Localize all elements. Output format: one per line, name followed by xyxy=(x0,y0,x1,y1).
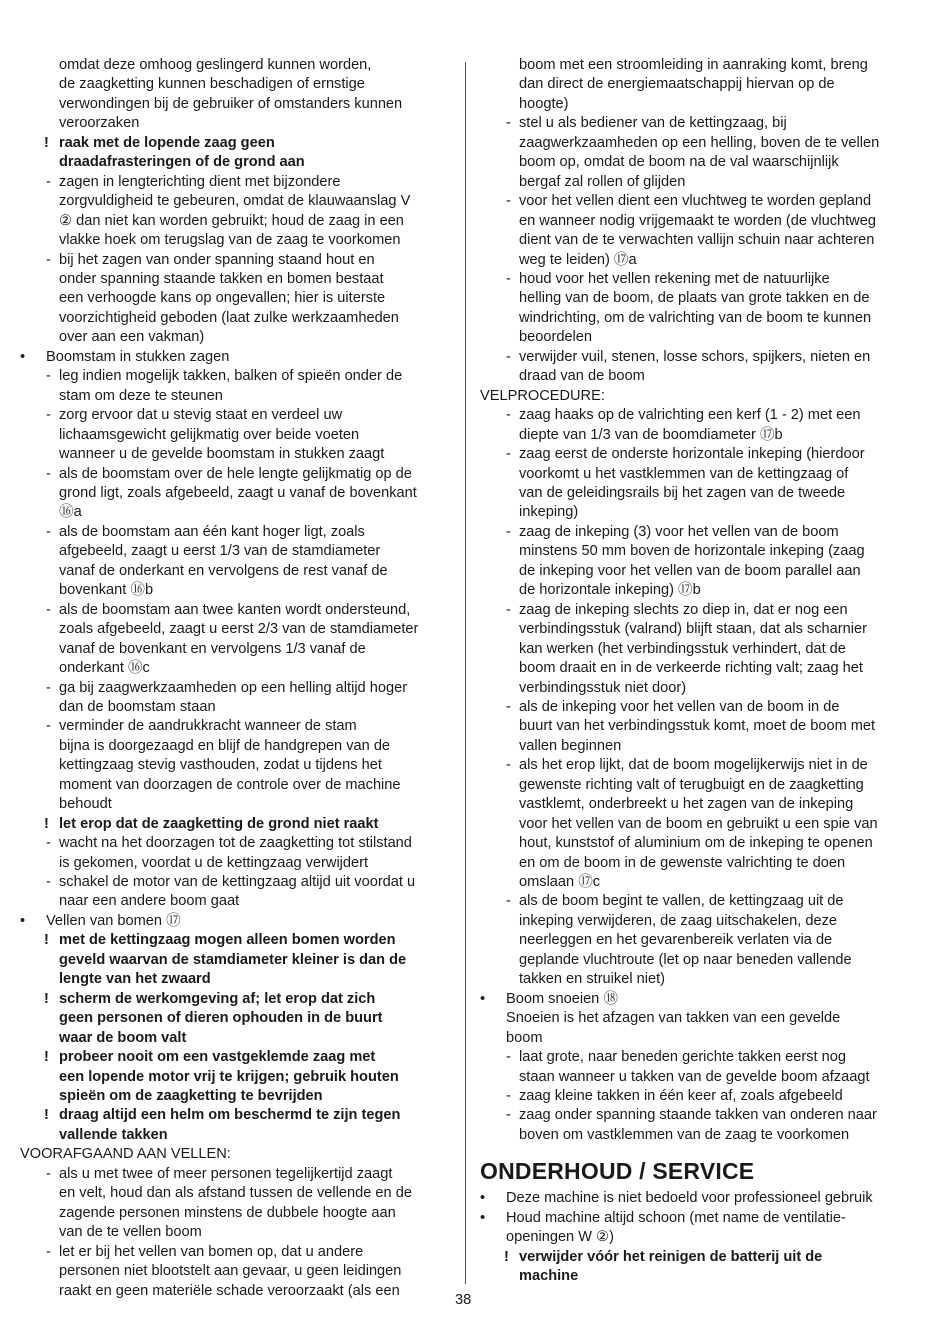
line-text: vallen beginnen xyxy=(519,737,622,754)
continuation-line xyxy=(480,873,912,892)
continuation-line xyxy=(20,192,452,211)
continuation-line xyxy=(480,679,912,698)
dash-item xyxy=(480,270,912,289)
continuation-line xyxy=(480,640,912,659)
warning-marker: ! xyxy=(44,932,49,949)
continuation-line xyxy=(480,484,912,503)
line-text: kettingzaag stevig vasthouden, zodat u tijdens het xyxy=(59,757,382,774)
continuation-line xyxy=(20,56,452,75)
continuation-line xyxy=(20,737,452,756)
continuation-line xyxy=(480,970,912,989)
line-text: zaag de inkeping slechts zo diep in, dat er nog een xyxy=(519,601,848,618)
dash-item xyxy=(20,834,452,853)
continuation-line xyxy=(20,270,452,289)
dash-marker: - xyxy=(46,835,51,852)
column-divider xyxy=(465,62,466,1284)
dash-item xyxy=(480,523,912,542)
line-text: een verhoogde kans op ongevallen; hier is uiterste xyxy=(59,290,386,307)
line-text: vallende takken xyxy=(59,1126,168,1143)
line-text: verwondingen bij de gebruiker of omstanders kunnen xyxy=(59,95,403,112)
continuation-line xyxy=(20,328,452,347)
continuation-line xyxy=(480,426,912,445)
line-text: diepte van 1/3 van de boomdiameter ⑰b xyxy=(519,426,783,443)
line-text: wanneer u de gevelde boomstam in stukken zaagt xyxy=(59,446,385,463)
dash-marker: - xyxy=(506,1107,511,1124)
bullet-item xyxy=(480,1189,912,1208)
line-text: van de te vellen boom xyxy=(59,1224,202,1241)
line-text: stel u als bediener van de kettingzaag, bij xyxy=(519,115,787,132)
dash-item xyxy=(20,251,452,270)
line-text: Boom snoeien ⑱ xyxy=(506,990,618,1007)
warning-item xyxy=(20,1048,452,1067)
line-text: Vellen van bomen ⑰ xyxy=(46,912,181,929)
line-text: zaag de inkeping (3) voor het vellen van de boom xyxy=(519,523,839,540)
line-text: afgebeeld, zaagt u eerst 1/3 van de stamdiameter xyxy=(59,543,381,560)
dash-item xyxy=(20,717,452,736)
line-text: verwijder vuil, stenen, losse schors, spijkers, nieten en xyxy=(519,348,871,365)
line-text: let erop dat de zaagketting de grond niet raakt xyxy=(59,815,379,832)
line-text: als de inkeping voor het vellen van de boom in de xyxy=(519,698,840,715)
line-text: zaag haaks op de valrichting een kerf (1 - 2) met een xyxy=(519,407,861,424)
continuation-line xyxy=(20,484,452,503)
line-text: laat grote, naar beneden gerichte takken eerst nog xyxy=(519,1049,846,1066)
continuation-line xyxy=(20,114,452,133)
warning-marker: ! xyxy=(44,134,49,151)
line-text: een lopende motor vrij te krijgen; gebruik houten xyxy=(59,1068,399,1085)
line-text: verbindingsstuk niet door) xyxy=(519,679,687,696)
continuation-line xyxy=(480,659,912,678)
dash-marker: - xyxy=(506,270,511,287)
line-text: VELPROCEDURE: xyxy=(480,387,605,404)
continuation-line xyxy=(20,1262,452,1281)
continuation-line xyxy=(20,1282,452,1301)
warning-item xyxy=(20,990,452,1009)
bullet-marker: • xyxy=(480,990,486,1007)
warning-item xyxy=(20,134,452,153)
line-text: voorkomt u het vastklemmen van de kettingzaag of xyxy=(519,465,849,482)
line-text: als de boomstam aan twee kanten wordt ondersteund, xyxy=(59,601,411,618)
line-text: zorg ervoor dat u stevig staat en verdeel uw xyxy=(59,407,343,424)
warning-continuation xyxy=(20,1087,452,1106)
dash-marker: - xyxy=(506,698,511,715)
continuation-line xyxy=(20,387,452,406)
warning-item xyxy=(20,815,452,834)
dash-marker: - xyxy=(46,251,51,268)
bullet-marker: • xyxy=(480,1209,486,1226)
line-text: Snoeien is het afzagen van takken van een gevelde xyxy=(506,1010,841,1027)
line-text: voorzichtigheid geboden (laat zulke werkzaamheden xyxy=(59,309,399,326)
bullet-marker: • xyxy=(20,912,26,929)
line-text: bergaf zal rollen of glijden xyxy=(519,173,686,190)
dash-item xyxy=(20,1165,452,1184)
line-text: wacht na het doorzagen tot de zaagketting tot stilstand xyxy=(59,835,412,852)
continuation-line xyxy=(480,854,912,873)
continuation-line xyxy=(480,75,912,94)
left-column xyxy=(20,56,452,1301)
continuation-line xyxy=(480,212,912,231)
bullet-marker: • xyxy=(20,348,26,365)
continuation-line xyxy=(480,834,912,853)
line-text: beoordelen xyxy=(519,329,593,346)
line-text: minstens 50 mm boven de horizontale inkeping (zaag xyxy=(519,543,865,560)
line-text: buurt van het verbindingsstuk komt, moet de boom met xyxy=(519,718,876,735)
continuation-line xyxy=(20,445,452,464)
line-text: en velt, houd dan als afstand tussen de vellende en de xyxy=(59,1185,412,1202)
bullet-item xyxy=(20,912,452,931)
dash-item xyxy=(20,406,452,425)
dash-item xyxy=(480,406,912,425)
continuation-line xyxy=(480,95,912,114)
line-text: verbindingsstuk (valrand) blijft staan, dat als scharnier xyxy=(519,621,867,638)
continuation-line xyxy=(20,231,452,250)
line-text: leg indien mogelijk takken, balken of spieën onder de xyxy=(59,368,403,385)
dash-item xyxy=(480,192,912,211)
line-text: bijna is doorgezaagd en blijf de handgrepen van de xyxy=(59,737,391,754)
dash-item xyxy=(20,873,452,892)
line-text: ga bij zaagwerkzaamheden op een helling altijd hoger xyxy=(59,679,408,696)
line-text: zaag onder spanning staande takken van onderen naar xyxy=(519,1107,877,1124)
dash-item xyxy=(480,1048,912,1067)
line-text: probeer nooit om een vastgeklemde zaag met xyxy=(59,1049,376,1066)
subheading xyxy=(20,1145,452,1164)
warning-item xyxy=(20,1106,452,1125)
dash-marker: - xyxy=(46,465,51,482)
line-text: als de boom begint te vallen, de kettingzaag uit de xyxy=(519,893,844,910)
right-column-text xyxy=(480,56,912,1145)
line-text: windrichting, om de valrichting van de boom te kunnen xyxy=(519,309,872,326)
line-text: weg te leiden) ⑰a xyxy=(519,251,637,268)
line-text: scherm de werkomgeving af; let erop dat zich xyxy=(59,990,376,1007)
continuation-line xyxy=(480,173,912,192)
line-text: grond ligt, zoals afgebeeld, zaagt u vanaf de bovenkant xyxy=(59,484,417,501)
line-text: verwijder vóór het reinigen de batterij uit de xyxy=(519,1248,823,1265)
line-text: Boomstam in stukken zagen xyxy=(46,348,230,365)
line-text: houd voor het vellen rekening met de natuurlijke xyxy=(519,270,830,287)
line-text: de zaagketting kunnen beschadigen of ernstige xyxy=(59,76,365,93)
continuation-line xyxy=(20,795,452,814)
warning-continuation xyxy=(20,1009,452,1028)
line-text: dient van de te verwachten vallijn schuin naar achteren xyxy=(519,232,875,249)
paragraph-line xyxy=(480,1228,912,1247)
dash-item xyxy=(20,679,452,698)
line-text: als het erop lijkt, dat de boom mogelijkerwijs niet in de xyxy=(519,757,868,774)
dash-marker: - xyxy=(506,1088,511,1105)
continuation-line xyxy=(20,95,452,114)
continuation-line xyxy=(480,1126,912,1145)
line-text: onderkant ⑯c xyxy=(59,660,150,677)
line-text: draag altijd een helm om beschermd te zijn tegen xyxy=(59,1107,401,1124)
dash-item xyxy=(480,756,912,775)
line-text: geveld waarvan de stamdiameter kleiner is dan de xyxy=(59,951,407,968)
warning-marker: ! xyxy=(44,990,49,1007)
continuation-line xyxy=(20,776,452,795)
warning-continuation xyxy=(20,153,452,172)
paragraph-line xyxy=(480,1009,912,1028)
warning-continuation xyxy=(20,1029,452,1048)
dash-item xyxy=(20,523,452,542)
continuation-line xyxy=(480,815,912,834)
dash-marker: - xyxy=(46,173,51,190)
line-text: vlakke hoek om terugslag van de zaag te voorkomen xyxy=(59,232,401,249)
subheading xyxy=(480,387,912,406)
continuation-line xyxy=(480,309,912,328)
warning-item xyxy=(20,931,452,950)
continuation-line xyxy=(20,212,452,231)
line-text: boven om vastklemmen van de zaag te voorkomen xyxy=(519,1126,850,1143)
continuation-line xyxy=(480,795,912,814)
line-text: vastklemt, onderbreekt u het zagen van de inkeping xyxy=(519,796,854,813)
continuation-line xyxy=(20,309,452,328)
line-text: vanaf de onderkant en vervolgens de rest vanaf de xyxy=(59,562,388,579)
line-text: hoogte) xyxy=(519,95,569,112)
line-text: raakt en geen materiële schade veroorzaakt (als een xyxy=(59,1282,400,1299)
dash-item xyxy=(20,367,452,386)
continuation-line xyxy=(20,892,452,911)
warning-continuation xyxy=(480,1267,912,1286)
continuation-line xyxy=(20,562,452,581)
continuation-line xyxy=(480,503,912,522)
continuation-line xyxy=(20,503,452,522)
dash-marker: - xyxy=(46,368,51,385)
line-text: verminder de aandrukkracht wanneer de stam xyxy=(59,718,357,735)
line-text: schakel de motor van de kettingzaag altijd uit voordat u xyxy=(59,874,416,891)
dash-marker: - xyxy=(46,679,51,696)
line-text: draad van de boom xyxy=(519,368,645,385)
paragraph-line xyxy=(480,1029,912,1048)
continuation-line xyxy=(20,756,452,775)
warning-continuation xyxy=(20,951,452,970)
warning-continuation xyxy=(20,1126,452,1145)
line-text: van de geleidingsrails bij het zagen van de tweede xyxy=(519,484,846,501)
continuation-line xyxy=(480,465,912,484)
continuation-line xyxy=(480,776,912,795)
line-text: dan de boomstam staan xyxy=(59,698,216,715)
line-text: vanaf de bovenkant en vervolgens 1/3 vanaf de xyxy=(59,640,366,657)
continuation-line xyxy=(480,581,912,600)
line-text: zagende personen minstens de dubbele hoogte aan xyxy=(59,1204,396,1221)
warning-marker: ! xyxy=(504,1248,509,1265)
line-text: openingen W ②) xyxy=(506,1229,614,1246)
dash-marker: - xyxy=(46,718,51,735)
line-text: raak met de lopende zaag geen xyxy=(59,134,275,151)
continuation-line xyxy=(20,1223,452,1242)
dash-item xyxy=(480,445,912,464)
line-text: als de boomstam over de hele lengte gelijkmatig op de xyxy=(59,465,412,482)
line-text: machine xyxy=(519,1268,579,1285)
continuation-line xyxy=(480,737,912,756)
warning-continuation xyxy=(20,1068,452,1087)
dash-marker: - xyxy=(46,874,51,891)
line-text: en om de boom in de gewenste valrichting te doen xyxy=(519,854,846,871)
line-text: zorgvuldigheid te gebeuren, omdat de klauwaanslag V xyxy=(59,193,411,210)
continuation-line xyxy=(20,1184,452,1203)
bullet-marker: • xyxy=(480,1190,486,1207)
line-text: staan wanneer u takken van de gevelde boom afzaagt xyxy=(519,1068,870,1085)
line-text: helling van de boom, de plaats van grote takken en de xyxy=(519,290,870,307)
dash-marker: - xyxy=(506,523,511,540)
line-text: Houd machine altijd schoon (met name de ventilatie- xyxy=(506,1209,846,1226)
dash-marker: - xyxy=(506,757,511,774)
dash-item xyxy=(480,1106,912,1125)
warning-marker: ! xyxy=(44,1049,49,1066)
dash-marker: - xyxy=(506,407,511,424)
continuation-line xyxy=(480,912,912,931)
line-text: zaagwerkzaamheden op een helling, boven de te vellen xyxy=(519,134,880,151)
section-heading: ONDERHOUD / SERVICE xyxy=(480,1158,755,1185)
line-text: moment van doorzagen de controle over de machine xyxy=(59,776,401,793)
continuation-line xyxy=(20,640,452,659)
dash-item xyxy=(20,173,452,192)
dash-marker: - xyxy=(506,348,511,365)
continuation-line xyxy=(20,1204,452,1223)
warning-marker: ! xyxy=(44,1107,49,1124)
line-text: inkeping verwijderen, de zaag uitschakelen, deze xyxy=(519,912,838,929)
continuation-line xyxy=(480,542,912,561)
dash-marker: - xyxy=(506,115,511,132)
continuation-line xyxy=(20,620,452,639)
continuation-line xyxy=(480,562,912,581)
line-text: is gekomen, voordat u de kettingzaag verwijdert xyxy=(59,854,369,871)
continuation-line xyxy=(480,951,912,970)
line-text: geplande vluchtroute (let op naar beneden vallende xyxy=(519,951,852,968)
continuation-line xyxy=(20,426,452,445)
continuation-line xyxy=(20,659,452,678)
line-text: VOORAFGAAND AAN VELLEN: xyxy=(20,1146,231,1163)
line-text: voor het vellen van de boom en gebruikt u een spie van xyxy=(519,815,878,832)
dash-marker: - xyxy=(506,601,511,618)
continuation-line xyxy=(480,231,912,250)
dash-marker: - xyxy=(506,1049,511,1066)
line-text: lichaamsgewicht gelijkmatig over beide voeten xyxy=(59,426,360,443)
continuation-line xyxy=(480,134,912,153)
continuation-line xyxy=(20,854,452,873)
line-text: bovenkant ⑯b xyxy=(59,582,154,599)
line-text: de horizontale inkeping) ⑰b xyxy=(519,582,701,599)
line-text: waar de boom valt xyxy=(59,1029,187,1046)
continuation-line xyxy=(480,153,912,172)
dash-item xyxy=(480,114,912,133)
line-text: inkeping) xyxy=(519,504,579,521)
line-text: over aan een vakman) xyxy=(59,329,205,346)
line-text: voor het vellen dient een vluchtweg te worden gepland xyxy=(519,193,872,210)
line-text: kan werken (het verbindingsstuk verhindert, dat de xyxy=(519,640,846,657)
line-text: neerleggen en het gevarenbereik verlaten via de xyxy=(519,932,833,949)
dash-item xyxy=(480,1087,912,1106)
bullet-item xyxy=(480,990,912,1009)
dash-marker: - xyxy=(46,1165,51,1182)
line-text: ⑯a xyxy=(59,504,82,521)
line-text: geen personen of dieren ophouden in de buurt xyxy=(59,1010,383,1027)
warning-item xyxy=(480,1248,912,1267)
service-list xyxy=(480,1189,912,1286)
warning-marker: ! xyxy=(44,815,49,832)
page-number: 38 xyxy=(455,1292,472,1308)
line-text: zaag kleine takken in één keer af, zoals afgebeeld xyxy=(519,1088,843,1105)
line-text: omslaan ⑰c xyxy=(519,874,601,891)
line-text: takken en struikel niet) xyxy=(519,971,666,988)
dash-marker: - xyxy=(46,1243,51,1260)
line-text: de inkeping voor het vellen van de boom parallel aan xyxy=(519,562,861,579)
warning-continuation xyxy=(20,970,452,989)
continuation-line xyxy=(480,328,912,347)
dash-item xyxy=(480,348,912,367)
continuation-line xyxy=(480,620,912,639)
line-text: let er bij het vellen van bomen op, dat u andere xyxy=(59,1243,364,1260)
line-text: naar een andere boom gaat xyxy=(59,893,240,910)
line-text: onder spanning staande takken en bomen bestaat xyxy=(59,270,384,287)
line-text: behoudt xyxy=(59,796,112,813)
continuation-line xyxy=(20,542,452,561)
line-text: lengte van het zwaard xyxy=(59,971,211,988)
bullet-item xyxy=(480,1209,912,1228)
line-text: Deze machine is niet bedoeld voor professioneel gebruik xyxy=(506,1190,873,1207)
line-text: omdat deze omhoog geslingerd kunnen worden, xyxy=(59,57,372,73)
continuation-line xyxy=(480,289,912,308)
dash-marker: - xyxy=(46,523,51,540)
dash-item xyxy=(480,698,912,717)
dash-marker: - xyxy=(46,407,51,424)
line-text: gewenste richting valt of terugbuigt en de zaagketting xyxy=(519,776,864,793)
line-text: boom draait en in de verkeerde richting valt; zaag het xyxy=(519,660,863,677)
continuation-line xyxy=(20,75,452,94)
continuation-line xyxy=(480,251,912,270)
line-text: dan direct de energiemaatschappij hiervan op de xyxy=(519,76,835,93)
line-text: als u met twee of meer personen tegelijkertijd zaagt xyxy=(59,1165,393,1182)
continuation-line xyxy=(20,581,452,600)
dash-marker: - xyxy=(506,893,511,910)
dash-marker: - xyxy=(506,193,511,210)
continuation-line xyxy=(480,1068,912,1087)
dash-item xyxy=(480,601,912,620)
line-text: met de kettingzaag mogen alleen bomen worden xyxy=(59,932,396,949)
continuation-line xyxy=(20,289,452,308)
line-text: zagen in lengterichting dient met bijzondere xyxy=(59,173,341,190)
line-text: zaag eerst de onderste horizontale inkeping (hierdoor xyxy=(519,446,865,463)
dash-item xyxy=(20,1243,452,1262)
line-text: ② dan niet kan worden gebruikt; houd de zaag in een xyxy=(59,212,404,229)
line-text: stam om deze te steunen xyxy=(59,387,223,404)
line-text: boom met een stroomleiding in aanraking komt, breng xyxy=(519,57,868,73)
continuation-line xyxy=(480,931,912,950)
line-text: boom xyxy=(506,1029,543,1046)
line-text: zoals afgebeeld, zaagt u eerst 2/3 van de stamdiameter xyxy=(59,621,419,638)
dash-marker: - xyxy=(506,446,511,463)
line-text: draadafrasteringen of de grond aan xyxy=(59,154,305,171)
line-text: bij het zagen van onder spanning staand hout en xyxy=(59,251,375,268)
line-text: spieën om de zaagketting te bevrijden xyxy=(59,1088,323,1105)
dash-item xyxy=(480,892,912,911)
line-text: en wanneer nodig vrijgemaakt te worden (de vluchtweg xyxy=(519,212,876,229)
line-text: hout, kunststof of aluminium om de inkeping te openen xyxy=(519,835,873,852)
line-text: veroorzaken xyxy=(59,115,140,132)
continuation-line xyxy=(480,717,912,736)
line-text: als de boomstam aan één kant hoger ligt, zoals xyxy=(59,523,365,540)
dash-item xyxy=(20,601,452,620)
line-text: boom op, omdat de boom na de val waarschijnlijk xyxy=(519,154,839,171)
right-column xyxy=(480,56,912,1287)
continuation-line xyxy=(480,367,912,386)
dash-item xyxy=(20,465,452,484)
line-text: personen niet blootstelt aan gevaar, u geen leidingen xyxy=(59,1263,402,1280)
bullet-item xyxy=(20,348,452,367)
continuation-line xyxy=(20,698,452,717)
dash-marker: - xyxy=(46,601,51,618)
continuation-line xyxy=(480,56,912,75)
